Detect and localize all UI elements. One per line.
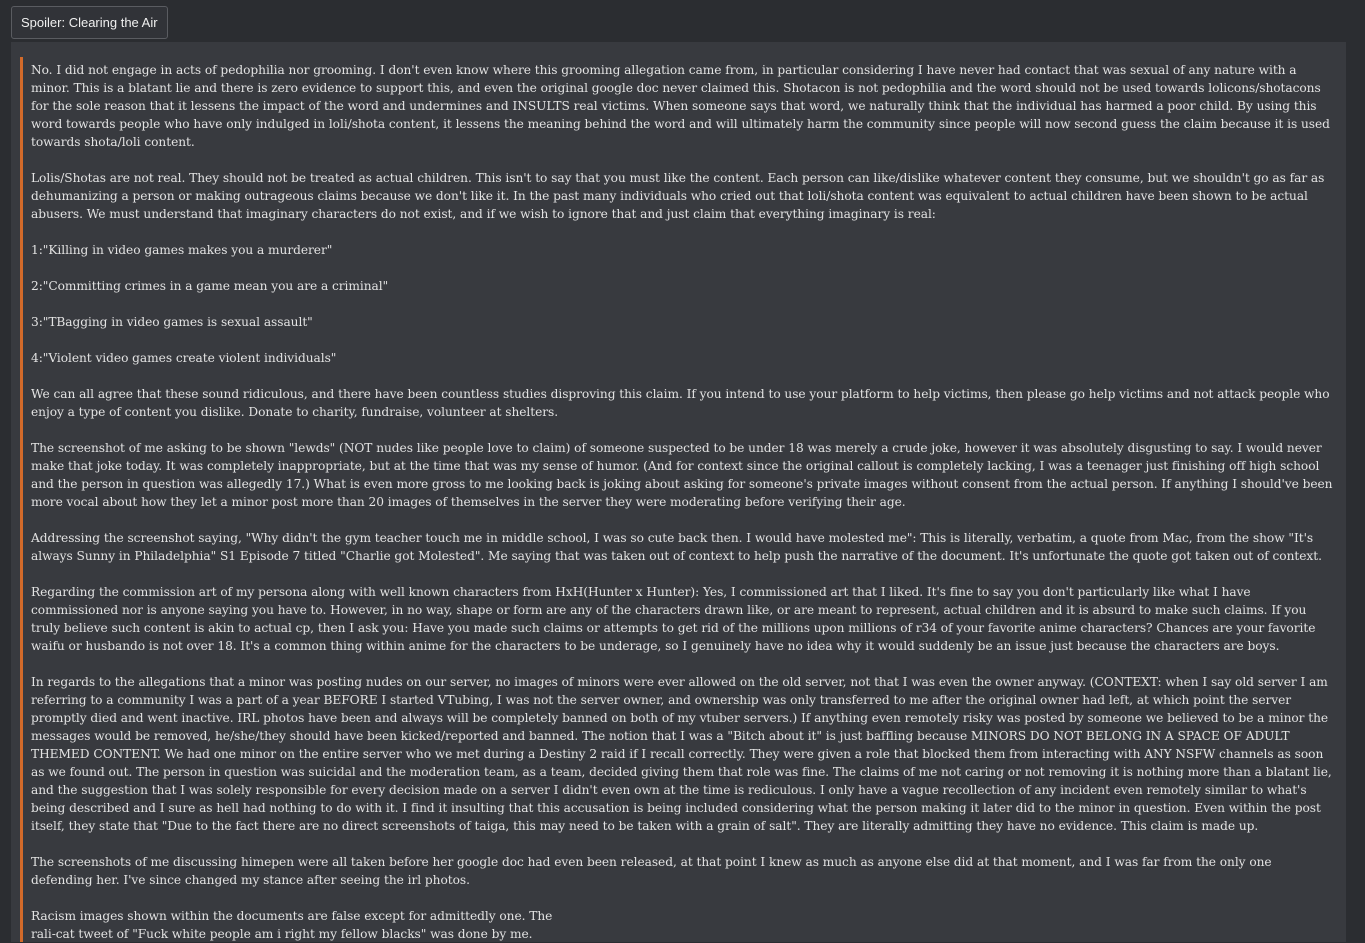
paragraph-lolis-shotas: Lolis/Shotas are not real. They should not be treated as actual children. This isn't to say that you must like the content. Each person can like/dislike whatever content they consume, but we shouldn't go as far as dehumanizing a person or making outrageous claims because we don't like it. In the past many individuals who cried out that loli/shota content was equivalent to actual children have been shown to be actual abusers. We must understand that imaginary characters do not exist, and if we wish to ignore that and just claim that everything imaginary is real: [31, 171, 1325, 221]
spoiler-toggle-button[interactable]: Spoiler: Clearing the Air [11, 6, 168, 39]
list-item-3: 3:"TBagging in video games is sexual assault" [31, 315, 313, 329]
paragraph-commission-art: Regarding the commission art of my persona along with well known characters from HxH(Hunter x Hunter): Yes, I commissioned art that I liked. It's fine to say you don't particularly like what I have commissioned nor is anyone saying you have to. However, in no way, shape or form are any of the characters drawn like, or are meant to represent, actual children and it is absurd to make such claims. If you truly believe such content is akin to actual cp, then I ask you: Have you made such claims or attempts to get rid of the millions upon millions of r34 of your favorite anime characters? Chances are your favorite waifu or husbando is not over 18. It's a common thing within anime for the characters to be underage, so I genuinely have no idea why it would suddenly be an issue just because the characters are boys. [31, 585, 1316, 653]
spoiler-text-body [31, 61, 1334, 943]
paragraph-minor-server: In regards to the allegations that a minor was posting nudes on our server, no images of minors were ever allowed on the old server, not that I was even the owner anyway. (CONTEXT: when I say old server I am referring to a community I was a part of a year BEFORE I started VTubing, I was not the server owner, and ownership was only transferred to me after the original owner had left, at which point the server promptly died and went inactive. IRL photos have been and always will be completely banned on both of my vtuber servers.) If anything even remotely risky was posted by someone we believed to be a minor the messages would be removed, he/she/they should have been kicked/reported and banned. The notion that I was a "Bitch about it" is just baffling because MINORS DO NOT BELONG IN A SPACE OF ADULT THEMED CONTENT. We had one minor on the entire server who we met during a Destiny 2 raid if I recall correctly. They were given a role that blocked them from interacting with ANY NSFW channels as soon as we found out. The person in question was suicidal and the moderation team, as a team, decided giving them that role was fine. The claims of me not caring or not removing it is nothing more than a blatant lie, and the suggestion that I was solely responsible for every decision made on a server I didn't even own at the time is rediculous. I only have a vague recollection of any incident even remotely similar to what's being described and I sure as hell had nothing to do with it. I find it insulting that this accusation is being included considering what the person making it later did to the minor in question. Even within the post itself, they state that "Due to the fact there are no direct screenshots of taiga, this may need to be taken with a grain of salt". They are literally admitting they have no evidence. This claim is made up. [31, 675, 1332, 833]
paragraph-gym-teacher-quote: Addressing the screenshot saying, "Why didn't the gym teacher touch me in middle school, I was so cute back then. I would have molested me": This is literally, verbatim, a quote from Mac, from the show "It's always Sunny in Philadelphia" S1 Episode 7 titled "Charlie got Molested". Me saying that was taken out of context to help push the narrative of the document. It's unfortunate the quote got taken out of context. [31, 531, 1322, 563]
quote-accent-bar [20, 57, 23, 942]
paragraph-racism-images [31, 907, 1334, 943]
spoiler-content-panel [11, 42, 1346, 942]
paragraph-pedophilia-denial: No. I did not engage in acts of pedophilia nor grooming. I don't even know where this grooming allegation came from, in particular considering I have never had contact that was sexual of any nature with a minor. This is a blatant lie and there is zero evidence to support this, and even the original google doc never claimed this. Shotacon is not pedophilia and the word should not be used towards lolicons/shotacons for the sole reason that it lessens the impact of the word and undermines and INSULTS real victims. When someone says that word, we naturally think that the individual has harmed a poor child. By using this word towards people who have only indulged in loli/shota content, it lessens the meaning behind the word and will ultimately harm the community since people will now second guess the claim because it is used towards shota/loli content. [31, 63, 1330, 149]
paragraph-lewds-screenshot: The screenshot of me asking to be shown "lewds" (NOT nudes like people love to claim) of someone suspected to be under 18 was merely a crude joke, however it was absolutely disgusting to say. I would never make that joke today. It was completely inappropriate, but at the time that was my sense of humor. (And for context since the original callout is completely lacking, I was a teenager just finishing off high school and the person in question was allegedly 17.) What is even more gross to me looking back is joking about asking for someone's private images without consent from the actual person. If anything I should've been more vocal about how they let a minor post more than 20 images of themselves in the server they were moderating before verifying their age. [31, 441, 1333, 509]
racism-line-1: Racism images shown within the documents are false except for admittedly one. The [31, 909, 553, 923]
list-item-4: 4:"Violent video games create violent individuals" [31, 351, 337, 365]
paragraph-ridiculous-claims: We can all agree that these sound ridiculous, and there have been countless studies disproving this claim. If you intend to use your platform to help victims, then please go help victims and not attack people who enjoy a type of content you dislike. Donate to charity, fundraise, volunteer at shelters. [31, 387, 1330, 419]
paragraph-himepen: The screenshots of me discussing himepen were all taken before her google doc had even been released, at that point I knew as much as anyone else did at that moment, and I was far from the only one defending her. I've since changed my stance after seeing the irl photos. [31, 855, 1272, 887]
list-item-1: 1:"Killing in video games makes you a murderer" [31, 243, 333, 257]
racism-line-2: rali-cat tweet of "Fuck white people am i right my fellow blacks" was done by me. [31, 927, 533, 941]
list-item-2: 2:"Committing crimes in a game mean you are a criminal" [31, 279, 389, 293]
